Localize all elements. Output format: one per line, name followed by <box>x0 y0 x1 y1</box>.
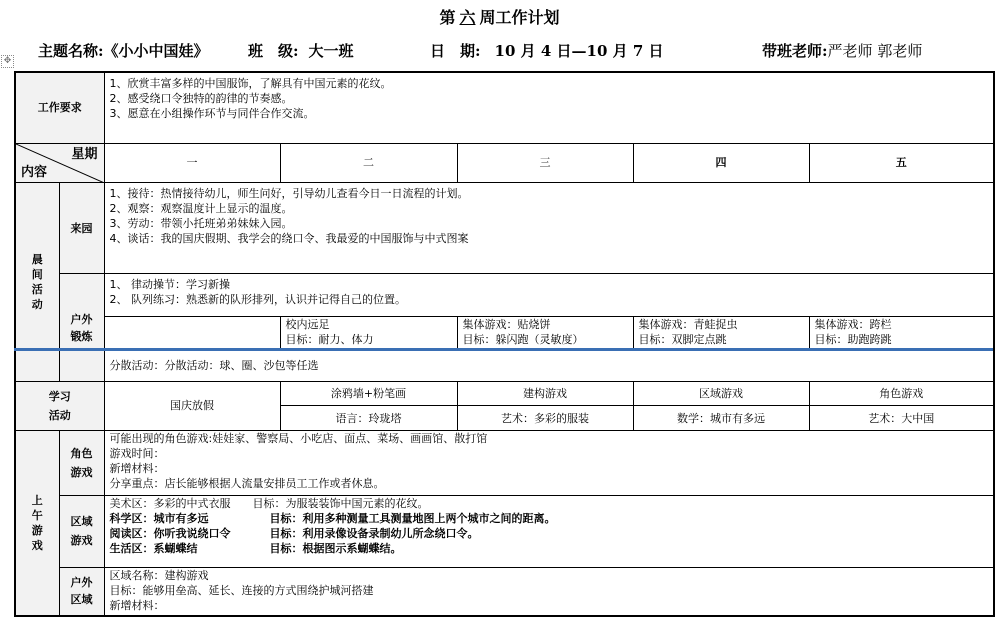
day-header-tue: 二 <box>280 143 457 183</box>
weekly-plan-table <box>14 71 995 617</box>
class-field <box>248 40 354 61</box>
requirement-item: 1、欣赏丰富多样的中国服饰，了解具有中国元素的花纹。 <box>109 77 392 90</box>
theme-label: 主题名称: <box>38 42 104 60</box>
date-field <box>430 40 664 61</box>
outdoor-area-label <box>59 567 104 616</box>
area-play-content <box>104 495 994 567</box>
outdoor-exercise-label <box>59 274 104 382</box>
teacher-value: 严老师 郭老师 <box>827 42 923 60</box>
plan-title <box>0 5 999 28</box>
area-row <box>110 526 989 541</box>
study-bottom-thu: 数学：城市有多远 <box>633 406 809 430</box>
arrival-item: 4、谈话：我的国庆假期、我学会的绕口令、我最爱的中国服饰与中式图案 <box>109 232 469 246</box>
arrival-item: 1、接待：热情接待幼儿，师生问好，引导幼儿查看今日一日流程的计划。 <box>109 187 469 201</box>
day-header-thu: 四 <box>633 143 809 183</box>
outdoor-area-item: 新增材料： <box>109 598 165 612</box>
day-header-wed: 三 <box>457 143 633 183</box>
day-header-mon: 一 <box>104 143 280 183</box>
study-top-wed: 建构游戏 <box>457 382 633 406</box>
arrival-item: 2、观察：观察温度计上显示的温度。 <box>109 202 293 216</box>
outdoor-day-line: 集体游戏：跨栏 <box>814 318 892 332</box>
weekday-corner-cell <box>15 143 104 183</box>
study-top-thu: 区域游戏 <box>633 382 809 406</box>
outdoor-day-wed <box>457 317 633 350</box>
outdoor-day-line: 目标：助跑跨跳 <box>814 333 892 347</box>
class-label: 班 级: <box>248 42 299 60</box>
date-value: 10 月 4 日—10 月 7 日 <box>494 42 664 60</box>
role-play-item: 新增材料： <box>109 461 165 475</box>
art-area-line: 美术区：多彩的中式衣服 目标：为服装装饰中国元素的花纹。 <box>109 496 429 510</box>
area-goal: 目标：根据图示系蝴蝶结。 <box>269 541 402 555</box>
area-play-label-text: 区域游戏 <box>70 515 93 548</box>
outdoor-area-item: 目标：能够用垒高、延长、连接的方式围绕护城河搭建 <box>109 583 374 597</box>
study-label-text: 学习活动 <box>48 389 71 422</box>
morning-activities-label <box>15 183 59 382</box>
teacher-field <box>762 40 922 61</box>
area-play-label <box>59 495 104 567</box>
arrival-content <box>104 183 994 274</box>
outdoor-area-content <box>104 567 994 616</box>
outdoor-day-fri <box>809 317 994 350</box>
role-play-item: 可能出现的角色游戏:娃娃家、警察局、小吃店、面点、菜场、画画馆、散打馆 <box>109 431 488 445</box>
area-row <box>110 541 989 556</box>
study-activities-label <box>15 382 104 431</box>
outdoor-day-line: 目标：躲闪跑（灵敏度） <box>462 333 584 347</box>
requirement-item: 2、感受绕口令独特的韵律的节奏感。 <box>109 92 293 105</box>
outdoor-day-line: 集体游戏：青蛙捉虫 <box>638 318 738 332</box>
study-bottom-tue: 语言：玲珑塔 <box>280 406 457 430</box>
work-requirements-label: 工作要求 <box>15 72 104 143</box>
role-play-item: 游戏时间： <box>109 446 165 460</box>
outdoor-day-tue <box>280 317 457 350</box>
outdoor-day-line: 目标：双脚定点跳 <box>638 333 727 347</box>
outdoor-day-line: 目标：耐力、体力 <box>285 333 374 347</box>
outdoor-item: 2、 队列练习：熟悉新的队形排列，认识并记得自己的位置。 <box>109 293 406 307</box>
outdoor-day-line: 校内远足 <box>285 318 330 332</box>
date-label: 日 期: <box>430 42 481 60</box>
outdoor-day-thu <box>633 317 809 350</box>
free-play-content: 分散活动：分散活动：球、圈、沙包等任选 <box>104 350 994 381</box>
arrival-label: 来园 <box>59 183 104 274</box>
outdoor-area-item: 区域名称：建构游戏 <box>109 568 209 582</box>
requirement-item: 3、愿意在小组操作环节与同伴合作交流。 <box>109 107 315 120</box>
area-goal: 目标：利用录像设备录制幼儿所念绕口令。 <box>269 526 479 540</box>
study-bottom-wed: 艺术：多彩的服装 <box>457 406 633 430</box>
study-bottom-fri: 艺术：大中国 <box>809 406 994 430</box>
class-value: 大一班 <box>308 42 354 60</box>
table-move-handle-icon[interactable]: ✥ <box>1 55 14 68</box>
corner-weekday-label: 星期 <box>71 146 98 162</box>
theme-value: 《小小中国娃》 <box>103 42 209 60</box>
outdoor-item: 1、 律动操节：学习新操 <box>109 278 230 292</box>
area-row <box>110 511 989 526</box>
forenoon-games-label <box>15 430 59 616</box>
week-number: 六 <box>459 8 476 27</box>
area-name: 科学区：城市有多远 <box>109 511 209 525</box>
area-name: 阅读区：你听我说绕口令 <box>109 526 231 540</box>
outdoor-day-line: 集体游戏：贴烧饼 <box>462 318 551 332</box>
area-name: 生活区：系蝴蝶结 <box>109 541 198 555</box>
study-top-tue: 涂鸦墙+粉笔画 <box>280 382 457 406</box>
corner-content-label: 内容 <box>21 165 48 181</box>
theme-field <box>38 40 209 61</box>
role-play-label <box>59 430 104 495</box>
role-play-content <box>104 430 994 495</box>
outdoor-exercise-content <box>104 274 994 317</box>
holiday-cell: 国庆放假 <box>104 382 280 431</box>
arrival-item: 3、劳动：带领小托班弟弟妹妹入园。 <box>109 217 293 231</box>
study-top-fri: 角色游戏 <box>809 382 994 406</box>
outdoor-day-mon <box>104 317 280 350</box>
outdoor-exercise-text: 户外锻炼 <box>70 312 93 343</box>
forenoon-label-text: 上午游戏 <box>31 493 43 552</box>
outdoor-area-label-text: 户外区域 <box>70 576 93 607</box>
role-play-item: 分享重点：店长能够根据人流量安排员工工作或者休息。 <box>109 476 385 490</box>
title-suffix: 周工作计划 <box>479 8 560 27</box>
selection-guide-line <box>14 348 993 351</box>
role-play-label-text: 角色游戏 <box>70 446 93 479</box>
work-requirements-content <box>104 72 994 143</box>
teacher-label: 带班老师: <box>762 42 828 60</box>
morning-label-text: 晨间活动 <box>31 253 43 312</box>
day-header-fri: 五 <box>809 143 994 183</box>
area-goal: 目标：利用多种测量工具测量地图上两个城市之间的距离。 <box>269 511 556 525</box>
title-prefix: 第 <box>439 8 456 27</box>
